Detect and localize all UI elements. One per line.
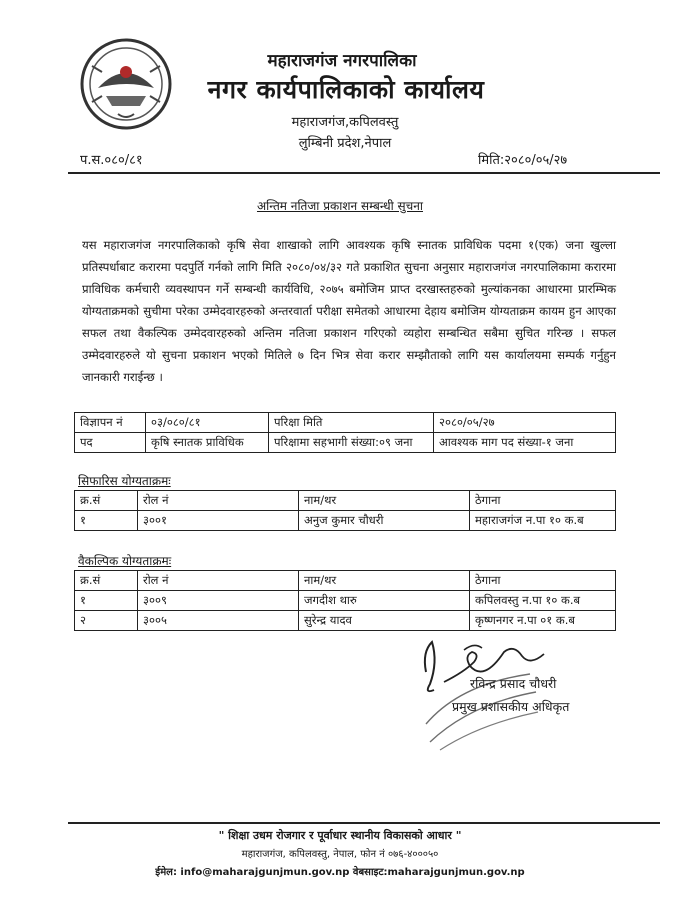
vacancy-info-table [74, 412, 616, 453]
col-name: नाम/थर [299, 491, 470, 511]
table-row [75, 611, 616, 631]
municipality-emblem-icon [78, 36, 174, 132]
col-address: ठेगाना [470, 571, 616, 591]
alternate-label: वैकल्पिक योग्यताक्रमः [78, 554, 172, 568]
notice-title: अन्तिम नतिजा प्रकाशन सम्बन्धी सुचना [256, 199, 423, 213]
table-header-row [75, 491, 616, 511]
exam-date-value: २०८०/०५/२७ [434, 413, 616, 433]
col-name: नाम/थर [299, 571, 470, 591]
footer-divider [68, 822, 660, 824]
participants-count: परिक्षामा सहभागी संख्या:०९ जना [269, 433, 434, 453]
cell-address: कपिलवस्तु न.पा १० क.ब [470, 591, 616, 611]
cell-serial: १ [75, 511, 138, 531]
recommended-table [74, 490, 616, 531]
reference-number: प.स.०८०/८१ [80, 153, 143, 168]
cell-name: सुरेन्द्र यादव [299, 611, 470, 631]
office-name: नगर कार्यपालिकाको कार्यालय [207, 75, 485, 104]
municipality-name: महाराजगंज नगरपालिका [267, 51, 417, 71]
footer-slogan: " शिक्षा उधम रोजगार र पूर्वाधार स्थानीय विकासको आधार " [218, 829, 462, 842]
cell-roll: ३००९ [138, 591, 299, 611]
col-roll: रोल नं [138, 491, 299, 511]
post-label: पद [75, 433, 146, 453]
cell-address: महाराजगंज न.पा १० क.ब [470, 511, 616, 531]
recommended-label: सिफारिस योग्यताक्रमः [78, 474, 171, 488]
col-roll: रोल नं [138, 571, 299, 591]
table-row [75, 433, 616, 453]
notice-body: यस महाराजगंज नगरपालिकाको कृषि सेवा शाखाको लागि आवश्यक कृषि स्नातक प्राविधिक पदमा १(एक) जना खुल्ला प्रतिस्पर्धाबाट करारमा पदपुर्ति गर्नको लागि मिति २०८०/०४/३२ गते प्रकाशित सुचना अनुसार महाराजगंज नगरपालिकामा करारमा प्राविधिक कर्मचारी व्यवस्थापन गर्ने सम्बन्धी कार्यविधि, २०७५ बमोजिम प्राप्त दरखास्तहरुको मुल्यांकनका आधारमा प्रारम्भिक योग्यताक्रमको सुचीमा परेका उम्मेदवारहरुको अन्तरवार्ता परीक्षा समेतको आधारमा देहाय बमोजिम योग्यताक्रम कायम हुन आएका सफल तथा वैकल्पिक उम्मेदवारहरुको अन्तिम नतिजा प्रकाशन गरिएको व्यहोरा सम्बन्धित सबैमा सुचित गरिन्छ । सफल उम्मेदवारहरुले यो सुचना प्रकाशन भएको मितिले ७ दिन भित्र सेवा करार सम्झौताको लागि यस कार्यालयमा सम्पर्क गर्नुहुन जानकारी गराईन्छ । [82, 238, 616, 384]
ad-no-label: विज्ञापन नं [75, 413, 146, 433]
col-address: ठेगाना [470, 491, 616, 511]
col-serial: क्र.सं [75, 571, 138, 591]
ad-no-value: ०३/०८०/८१ [146, 413, 269, 433]
footer-address: महाराजगंज, कपिलवस्तु, नेपाल, फोन नं ०७६-४०००५० [241, 849, 439, 860]
signatory-title: प्रमुख प्रशासकीय अधिकृत [452, 699, 570, 714]
col-serial: क्र.सं [75, 491, 138, 511]
post-value: कृषि स्नातक प्राविधिक [146, 433, 269, 453]
required-posts: आवश्यक माग पद संख्या-१ जना [434, 433, 616, 453]
cell-roll: ३००५ [138, 611, 299, 631]
exam-date-label: परिक्षा मिति [269, 413, 434, 433]
cell-roll: ३००१ [138, 511, 299, 531]
table-row [75, 413, 616, 433]
cell-name: अनुज कुमार चौधरी [299, 511, 470, 531]
office-address: महाराजगंज,कपिलवस्तु [291, 115, 399, 130]
cell-address: कृष्णनगर न.पा ०१ क.ब [470, 611, 616, 631]
signatory-name: रविन्द्र प्रसाद चौधरी [470, 676, 557, 691]
table-header-row [75, 571, 616, 591]
cell-name: जगदीश थारु [299, 591, 470, 611]
table-row [75, 591, 616, 611]
cell-serial: १ [75, 591, 138, 611]
cell-serial: २ [75, 611, 138, 631]
header-divider [68, 172, 660, 174]
office-province: लुम्बिनी प्रदेश,नेपाल [298, 136, 392, 151]
letter-date: मिति:२०८०/०५/२७ [478, 153, 568, 168]
footer-contact: ईमेल: info@maharajgunjmun.gov.np वेबसाइट:maharajgunjmun.gov.np [155, 867, 525, 878]
table-row [75, 511, 616, 531]
alternate-table [74, 570, 616, 631]
